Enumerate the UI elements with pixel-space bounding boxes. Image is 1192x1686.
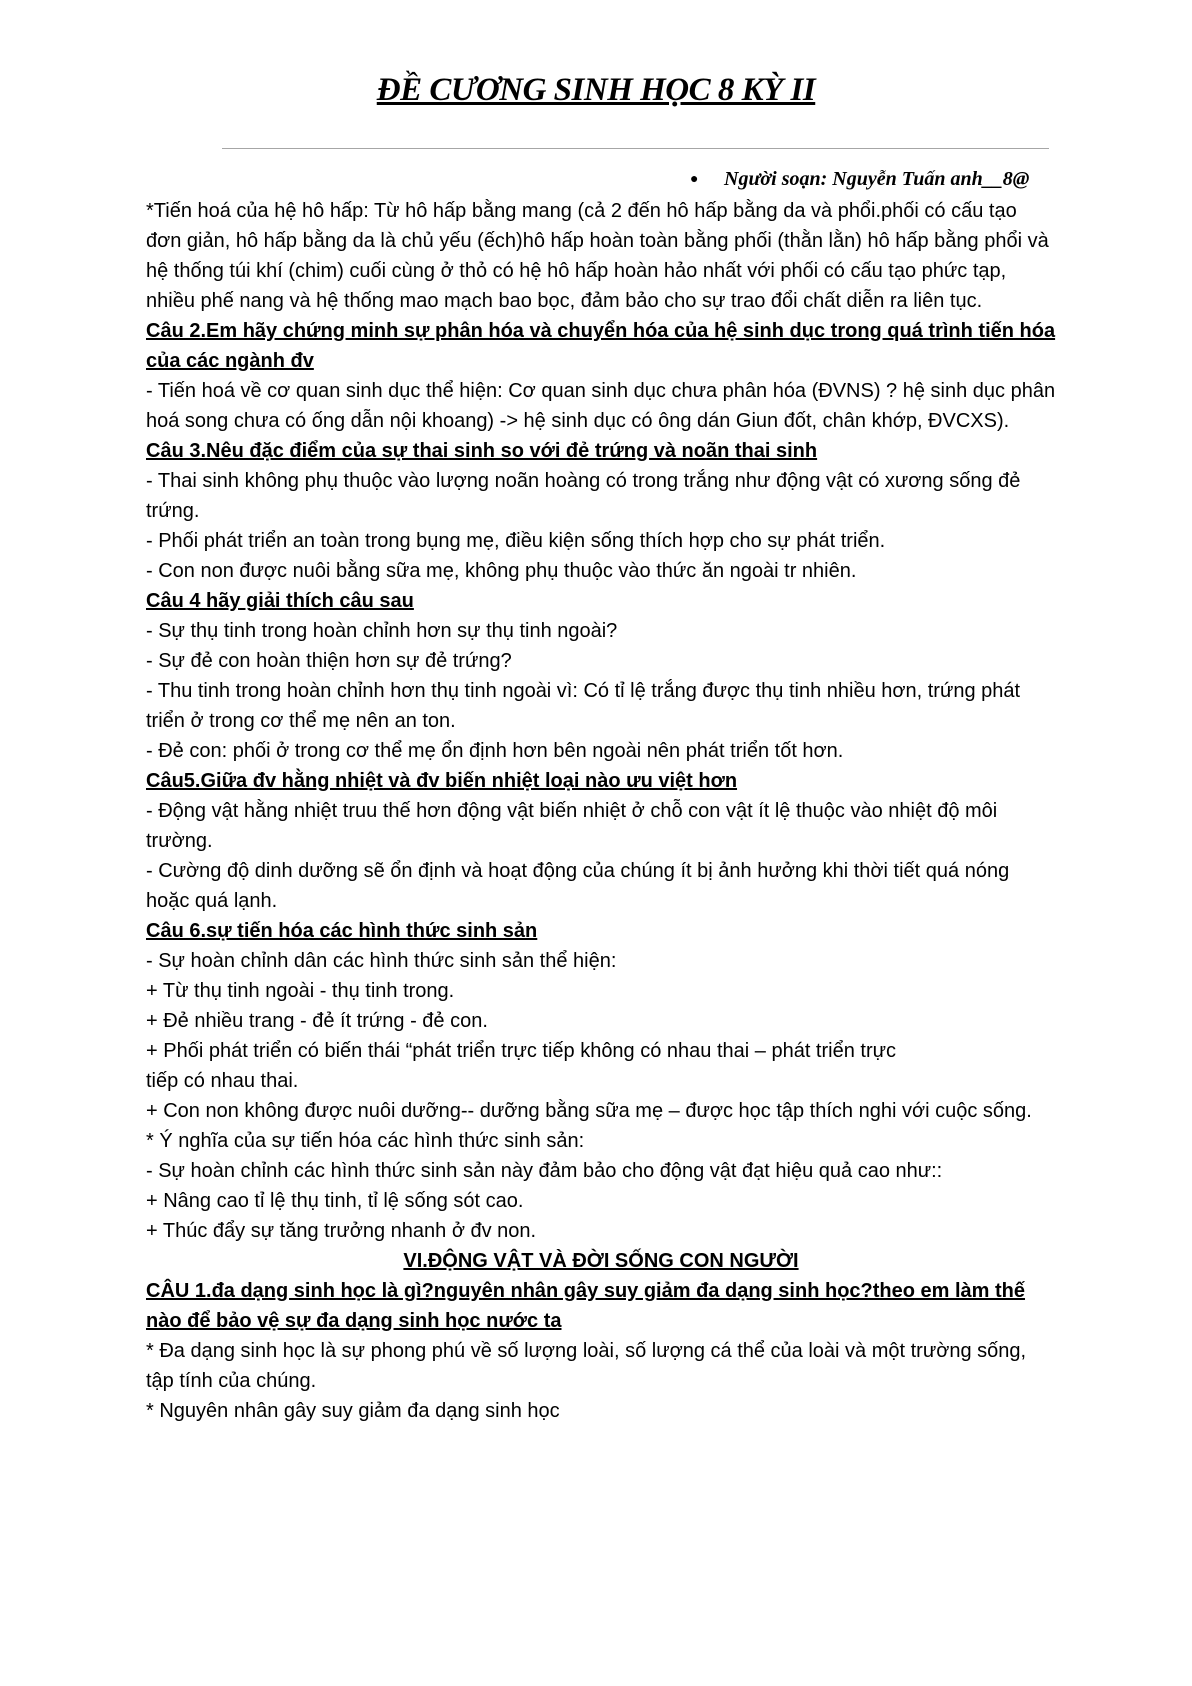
question-heading: Câu5.Giữa đv hằng nhiệt và đv biến nhiệt loại nào ưu việt hơn [146,770,738,792]
paragraph: - Sự đẻ con hoàn thiện hơn sự đẻ trứng? [146,650,512,672]
paragraph: + Nâng cao tỉ lệ thụ tinh, tỉ lệ sống sót cao. [146,1190,524,1212]
bullet-icon: ● [690,172,699,187]
author-line [690,168,1050,191]
author-name: Người soạn: Nguyễn Tuấn anh__8@ [724,168,1030,190]
paragraph: + Phối phát triển có biến thái “phát triển trực tiếp không có nhau thai – phát triển trực [146,1040,896,1062]
question-heading: Câu 3.Nêu đặc điểm của sự thai sinh so với đẻ trứng và noãn thai sinh [146,440,818,462]
paragraph: - Đẻ con: phối ở trong cơ thể mẹ ổn định hơn bên ngoài nên phát triển tốt hơn. [146,740,844,762]
paragraph: - Cường độ dinh dưỡng sẽ ổn định và hoạt động của chúng ít bị ảnh hưởng khi thời tiết quá nóng hoặc quá lạnh. [146,860,1010,912]
paragraph: * Đa dạng sinh học là sự phong phú về số lượng loài, số lượng cá thể của loài và một trường sống, tập tính của chúng. [146,1340,1027,1392]
paragraph: - Tiến hoá về cơ quan sinh dục thể hiện: Cơ quan sinh dục chưa phân hóa (ĐVNS) ? hệ sinh dục phân hoá song chưa có ống dẫn nội khoang) -> hệ sinh dục có ông dán Giun đốt, chân khớp, ĐVCXS). [146,380,1056,432]
paragraph: - Thu tinh trong hoàn chỉnh hơn thụ tinh ngoài vì: Có tỉ lệ trắng được thụ tinh nhiều hơn, trứng phát triển ở trong cơ thể mẹ nên an ton. [146,680,1021,732]
paragraph: - Sự hoàn chỉnh các hình thức sinh sản này đảm bảo cho động vật đạt hiệu quả cao như:: [146,1160,943,1182]
paragraph: tiếp có nhau thai. [146,1070,299,1092]
paragraph: * Nguyên nhân gây suy giảm đa dạng sinh học [146,1400,560,1422]
paragraph: + Thúc đẩy sự tăng trưởng nhanh ở đv non. [146,1220,537,1242]
paragraph: - Phối phát triển an toàn trong bụng mẹ, điều kiện sống thích hợp cho sự phát triển. [146,530,886,552]
question-heading: Câu 4 hãy giải thích câu sau [146,590,414,612]
question-heading: CÂU 1.đa dạng sinh học là gì?nguyên nhân gây suy giảm đa dạng sinh học?theo em làm thế nào để bảo vệ sự đa dạng sinh học nước ta [146,1280,1026,1332]
paragraph: * Ý nghĩa của sự tiến hóa các hình thức sinh sản: [146,1130,585,1152]
paragraph: + Con non không được nuôi dưỡng-- dưỡng bằng sữa mẹ – được học tập thích nghi với cuộc sống. [146,1100,1032,1122]
paragraph: - Thai sinh không phụ thuộc vào lượng noãn hoàng có trong trắng như động vật có xương sống đẻ trứng. [146,470,1021,522]
title-divider [222,148,1049,149]
paragraph: *Tiến hoá của hệ hô hấp: Từ hô hấp bằng mang (cả 2 đến hô hấp bằng da và phổi.phối có cấu tạo đơn giản, hô hấp bằng da là chủ yếu (ếch)hô hấp hoàn toàn bằng phối (thằn lằn) hô hấp bằng phổi và hệ thống túi khí (chim) cuối cùng ở thỏ có hệ hô hấp hoàn hảo nhất với phối có cấu tạo phức tạp, nhiều phế nang và hệ thống mao mạch bao bọc, đảm bảo cho sự trao đổi chất diễn ra liên tục. [146,200,1049,312]
paragraph: - Sự thụ tinh trong hoàn chỉnh hơn sự thụ tinh ngoài? [146,620,618,642]
section-heading: VI.ĐỘNG VẬT VÀ ĐỜI SỐNG CON NGƯỜI [403,1250,799,1272]
question-heading: Câu 2.Em hãy chứng minh sự phân hóa và chuyển hóa của hệ sinh dục trong quá trình tiến hóa của các ngành đv [146,320,1056,372]
paragraph: - Con non được nuôi bằng sữa mẹ, không phụ thuộc vào thức ăn ngoài tr nhiên. [146,560,857,582]
paragraph: + Từ thụ tinh ngoài - thụ tinh trong. [146,980,455,1002]
paragraph: - Động vật hằng nhiệt truu thế hơn động vật biến nhiệt ở chỗ con vật ít lệ thuộc vào nhiệt độ môi trường. [146,800,998,852]
paragraph: + Đẻ nhiều trang - đẻ ít trứng - đẻ con. [146,1010,488,1032]
paragraph: - Sự hoàn chỉnh dân các hình thức sinh sản thể hiện: [146,950,617,972]
document-body [146,196,1056,1426]
page-title: ĐỀ CƯƠNG SINH HỌC 8 KỲ II [376,72,816,108]
question-heading: Câu 6.sự tiến hóa các hình thức sinh sản [146,920,538,942]
